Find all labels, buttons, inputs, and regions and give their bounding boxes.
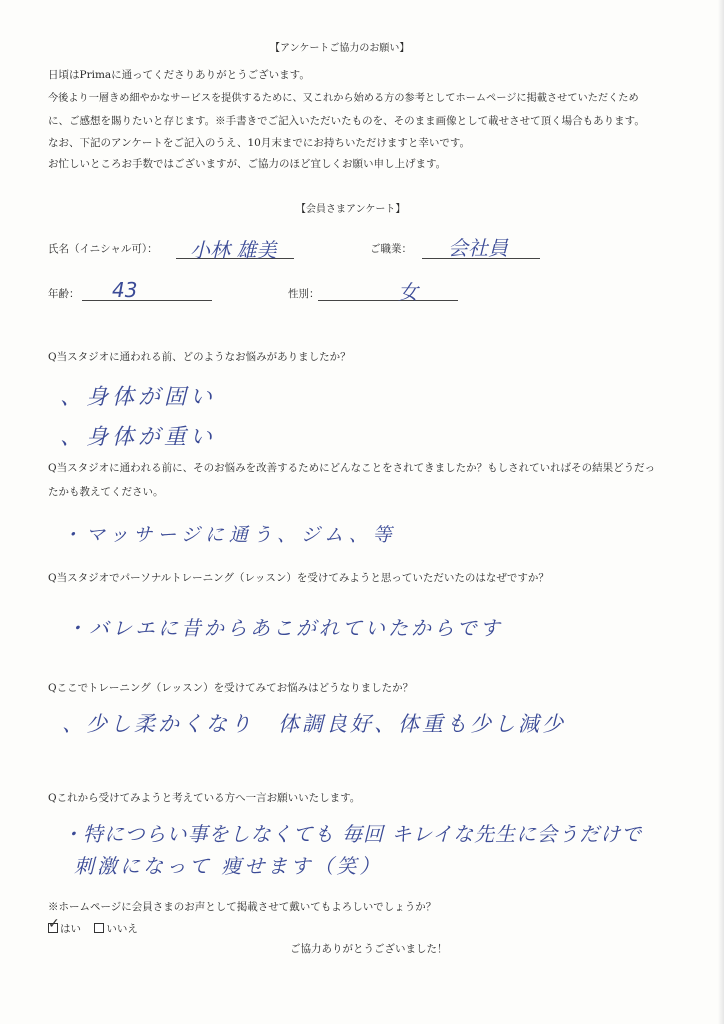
name-label: 氏名（イニシャル可）：	[48, 243, 158, 255]
section-title: 【会員さまアンケート】	[296, 204, 406, 215]
intro-line-3: に、ご感想を賜りたいと存じます。※手書きでご記入いただいたものを、そのまま画像として載せさせて頂く場合もあります。	[48, 115, 645, 127]
job-label: ご職業：	[370, 243, 412, 255]
intro-line-1: 日頃はPrimaに通ってくださりありがとうございます。	[48, 69, 310, 81]
question-5: Qこれから受けてみようと考えている方へ一言お願いいたします。	[48, 792, 361, 804]
answer-1-line-2: 、身体が重い	[60, 425, 217, 450]
age-value: 43	[112, 278, 138, 302]
age-label: 年齢：	[48, 288, 80, 300]
answer-4: 、少し柔かくなり 体調良好、体重も少し減少	[62, 712, 566, 736]
yes-label: はい	[60, 923, 81, 935]
question-4: Qここでトレーニング（レッスン）を受けてみてお悩みはどうなりましたか？	[48, 682, 414, 694]
consent-question: ※ホームページに会員さまのお声として掲載させて戴いてもよろしいでしょうか？	[48, 901, 437, 913]
question-2-cont: たかも教えてください。	[48, 486, 164, 498]
scan-edge	[718, 0, 724, 1024]
answer-3: ・バレエに昔からあこがれていたからです	[66, 616, 503, 640]
intro-line-4: なお、下記のアンケートをご記入のうえ、10月末までにお持ちいただけますと幸いです。	[48, 137, 471, 149]
yes-checkbox[interactable]	[48, 916, 60, 933]
question-1: Q当スタジオに通われる前、どのようなお悩みがありましたか？	[48, 351, 351, 363]
answer-2: ・マッサージに通う、ジム、等	[62, 524, 397, 546]
no-label: いいえ	[106, 923, 138, 935]
check-mark-icon: ✓	[48, 916, 60, 932]
intro-line-2: 今後より一層きめ細やかなサービスを提供するために、又これから始める方の参考としてホームページに掲載させていただくため	[48, 93, 639, 104]
no-checkbox[interactable]	[94, 923, 104, 933]
no-option[interactable]	[94, 923, 138, 935]
question-3: Q当スタジオでパーソナルトレーニング（レッスン）を受けてみようと思っていただいたのはなぜですか？	[48, 572, 549, 584]
page-title: 【アンケートご協力のお願い】	[270, 43, 410, 54]
job-value: 会社員	[448, 236, 508, 260]
consent-options	[48, 916, 138, 935]
answer-5-line-2: 刺激になって 痩せます（笑）	[74, 854, 383, 878]
age-underline	[82, 300, 212, 301]
gender-value: 女	[398, 280, 418, 304]
yes-option[interactable]	[48, 916, 84, 935]
name-value: 小林 雄美	[190, 238, 277, 262]
answer-5-line-1: ・特につらい事をしなくても 毎回 キレイな先生に会うだけで	[62, 822, 643, 846]
gender-label: 性別：	[288, 288, 320, 300]
question-2: Q当スタジオに通われる前に、そのお悩みを改善するためにどんなことをされてきましたか？もしされていればその結果どうだっ	[48, 462, 656, 474]
intro-line-5: お忙しいところお手数ではございますが、ご協力のほど宜しくお願い申し上げます。	[48, 158, 447, 170]
thanks-text: ご協力ありがとうございました！	[290, 943, 448, 955]
gender-underline	[318, 300, 458, 301]
answer-1-line-1: 、身体が固い	[60, 385, 217, 410]
